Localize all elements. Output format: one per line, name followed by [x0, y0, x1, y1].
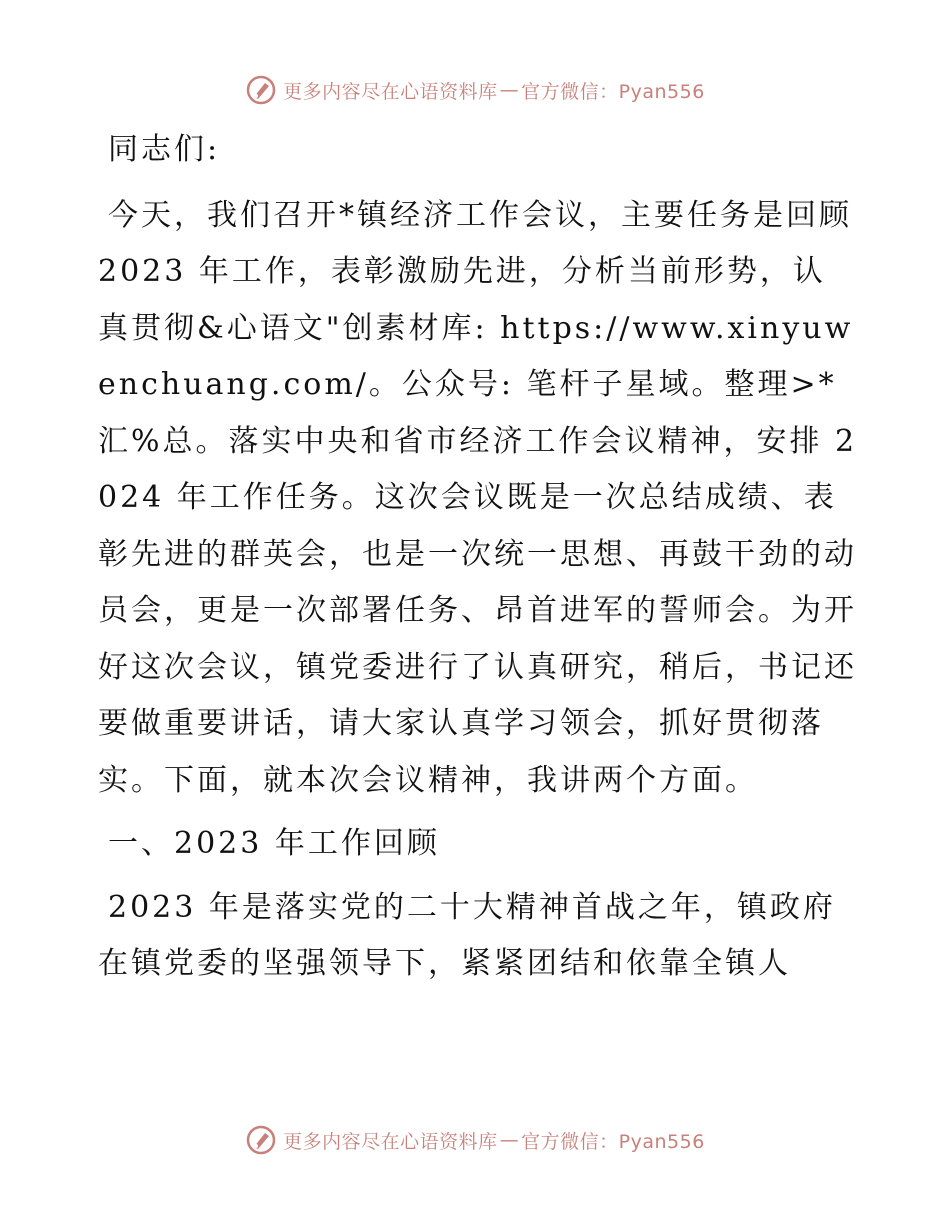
pen-circle-logo-icon — [245, 74, 277, 106]
watermark-brand: 更多内容尽在心语资料库 — [283, 80, 498, 103]
watermark-separator: — — [499, 79, 520, 101]
section-paragraph: 2023 年是落实党的二十大精神首战之年，镇政府在镇党委的坚强领导下，紧紧团结和依靠全镇人 — [98, 889, 836, 981]
greeting: 同志们: — [108, 132, 221, 167]
header-watermark — [0, 70, 950, 110]
watermark-brand: 更多内容尽在心语资料库 — [283, 1130, 498, 1153]
watermark-account: 官方微信：Pyan556 — [521, 80, 705, 103]
body-paragraph: 今天，我们召开*镇经济工作会议，主要任务是回顾 2023 年工作，表彰激励先进，分析当前形势，认真贯彻&心语文"创素材库: https://www.xinyuwenchuang.com/。公众号: 笔杆子星域。整理>*汇%总。落实中央和省市经济工作会议精神，安排 2024 年工作任务。这次会议既是一次总结成绩、表彰先进的群英会，也是一次统一思想、再鼓干劲的动员会，更是一次部署任务、昂首进军的誓师会。为开好这次会议，镇党委进行了认真研究，稍后，书记还要做重要讲话，请大家认真学习领会，抓好贯彻落实。下面，就本次会议精神，我讲两个方面。 — [98, 197, 858, 798]
pen-circle-logo-icon — [245, 1124, 277, 1156]
watermark-separator: — — [499, 1129, 520, 1151]
watermark-account: 官方微信：Pyan556 — [521, 1130, 705, 1153]
section-heading: 一、2023 年工作回顾 — [108, 826, 440, 861]
footer-watermark — [0, 1120, 950, 1160]
document-body — [98, 122, 858, 1000]
